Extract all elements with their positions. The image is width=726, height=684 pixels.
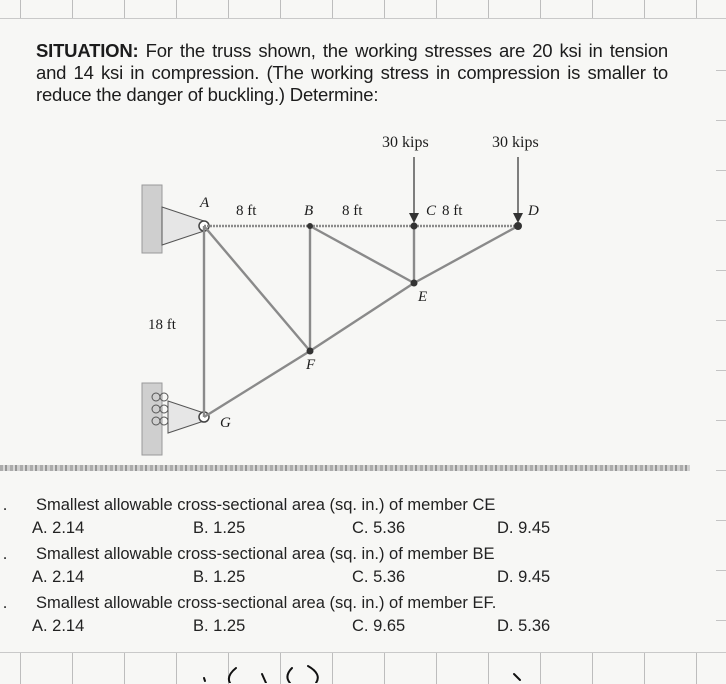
member-be	[310, 226, 414, 283]
joint-f	[307, 348, 314, 355]
question-3	[0, 594, 700, 643]
choice-d: D. 9.45	[497, 519, 551, 537]
span-label-bc: 8 ft	[342, 203, 363, 219]
choice-b: B. 1.25	[193, 568, 246, 586]
truss-figure	[120, 125, 600, 465]
span-label-cd: 8 ft	[442, 203, 463, 219]
member-ef	[310, 283, 414, 351]
joint-label-e: E	[418, 289, 428, 305]
load-label-d: 30 kips	[492, 134, 539, 151]
choice-b: B. 1.25	[193, 617, 246, 635]
situation-text: For the truss shown, the working stresses are 20 ksi in tension and 14 ksi in compression. (The working stress in compression is smaller to reduce the danger of buckling.) Determine:	[36, 40, 668, 105]
joint-label-c: C	[426, 203, 437, 219]
choice-b: B. 1.25	[193, 519, 246, 537]
question-text: Smallest allowable cross-sectional area (sq. in.) of member EF.	[36, 594, 497, 612]
choice-a: A. 2.14	[32, 519, 85, 537]
joint-d	[514, 222, 522, 230]
notebook-top-rule	[0, 0, 726, 19]
joint-label-a: A	[200, 195, 210, 211]
choice-c: C. 5.36	[352, 519, 406, 537]
choice-c: C. 5.36	[352, 568, 406, 586]
span-label-ab: 8 ft	[236, 203, 257, 219]
question-text: Smallest allowable cross-sectional area (sq. in.) of member BE	[36, 545, 495, 563]
question-1	[0, 496, 700, 545]
joint-b	[307, 223, 313, 229]
load-label-c: 30 kips	[382, 134, 429, 151]
choice-c: C. 9.65	[352, 617, 406, 635]
question-list	[0, 496, 700, 643]
joint-e	[411, 280, 418, 287]
choice-d: D. 9.45	[497, 568, 551, 586]
member-fg	[204, 351, 310, 417]
joint-c	[411, 223, 418, 230]
wall-support-a	[142, 185, 162, 253]
page-fold-divider	[0, 465, 690, 471]
height-label: 18 ft	[148, 317, 176, 333]
question-number: .	[2, 496, 8, 514]
situation-label: SITUATION:	[36, 40, 139, 61]
load-arrow-d-head	[513, 213, 523, 223]
member-af	[204, 226, 310, 351]
joint-label-f: F	[306, 357, 316, 373]
choice-a: A. 2.14	[32, 617, 85, 635]
question-text: Smallest allowable cross-sectional area (sq. in.) of member CE	[36, 496, 496, 514]
question-2	[0, 545, 700, 594]
truss-diagram	[120, 125, 600, 460]
member-de	[414, 226, 518, 283]
joint-label-d: D	[528, 203, 539, 219]
choice-a: A. 2.14	[32, 568, 85, 586]
question-number: .	[2, 594, 8, 612]
question-number: .	[2, 545, 8, 563]
joint-label-b: B	[304, 203, 314, 219]
load-arrow-c-head	[409, 213, 419, 223]
choice-d: D. 5.36	[497, 617, 551, 635]
joint-label-g: G	[220, 415, 231, 431]
handwritten-marks	[0, 652, 726, 683]
situation-paragraph	[36, 40, 668, 106]
pin-bracket-a	[162, 207, 204, 245]
